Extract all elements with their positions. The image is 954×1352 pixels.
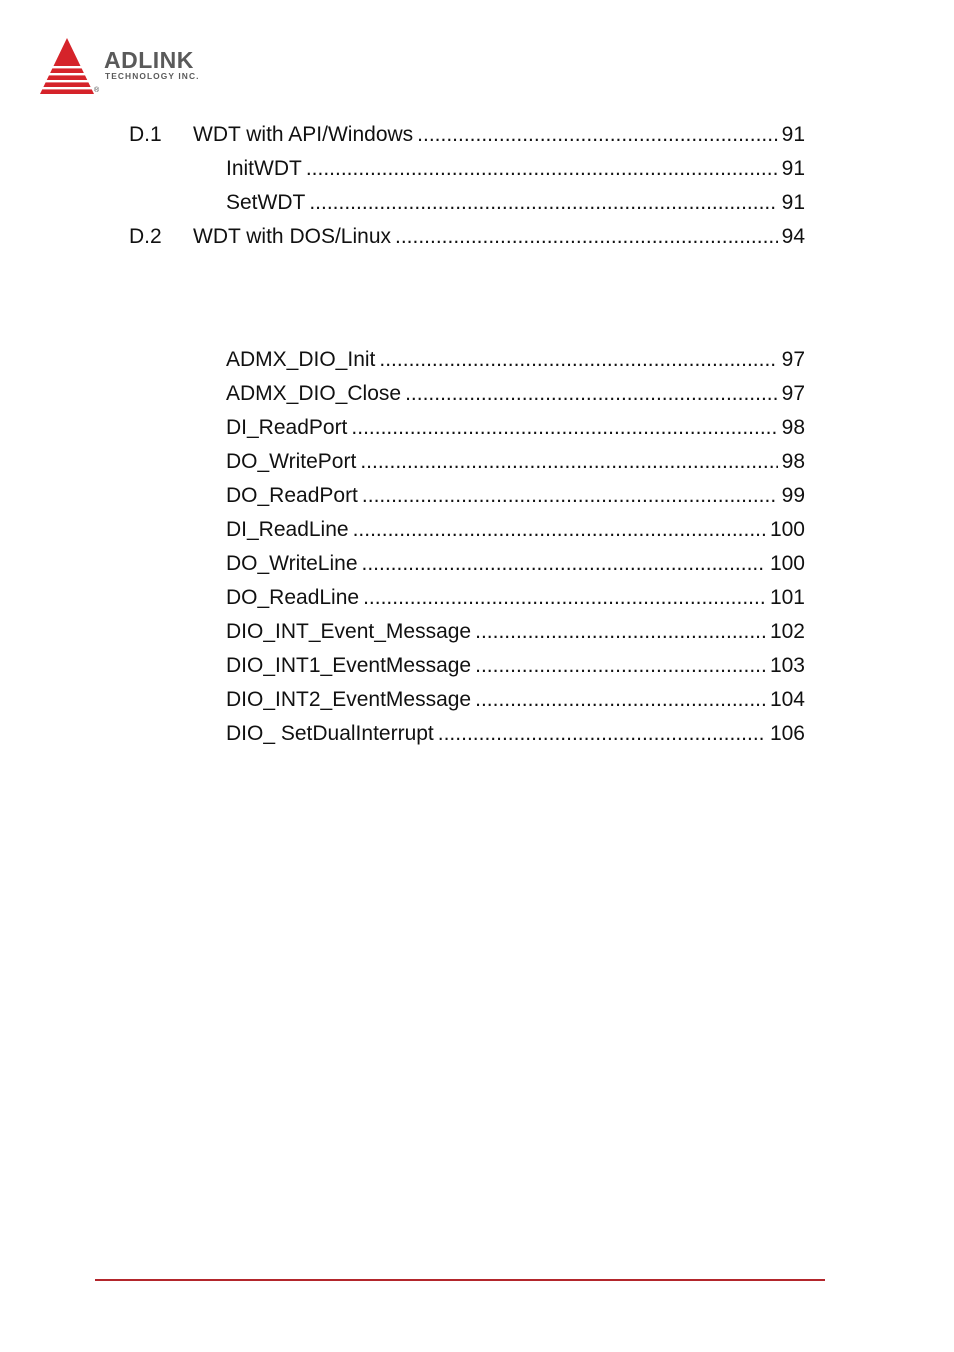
toc-entry-section[interactable]: [129, 224, 805, 250]
toc-leader-dots: [363, 585, 766, 611]
logo-subtitle: TECHNOLOGY INC.: [105, 71, 200, 81]
toc-entry-title: InitWDT: [226, 157, 302, 180]
toc-entry-title: DIO_INT_Event_Message: [226, 620, 472, 643]
toc-entry-page: 98: [781, 450, 805, 473]
toc-entry[interactable]: [226, 190, 805, 216]
toc-leader-dots: [417, 122, 777, 148]
toc-entry-title: WDT with DOS/Linux: [193, 225, 391, 248]
toc-leader-dots: [475, 619, 766, 645]
toc-entry-page: 91: [781, 157, 805, 180]
adlink-logo: [38, 36, 238, 98]
toc-entry[interactable]: [226, 156, 805, 182]
toc-entry-page: 104: [769, 688, 805, 711]
toc-entry-title: SetWDT: [226, 191, 306, 214]
toc-entry-title: DIO_INT1_EventMessage: [226, 654, 472, 677]
toc-entry[interactable]: [226, 347, 805, 373]
toc-entry-page: 94: [781, 225, 805, 248]
toc-leader-dots: [395, 224, 778, 250]
toc-entry-page: 100: [769, 552, 805, 575]
toc-entry-page: 100: [769, 518, 805, 541]
toc-leader-dots: [353, 517, 766, 543]
toc-entry[interactable]: [226, 449, 805, 475]
toc-leader-dots: [362, 483, 778, 509]
toc-entry-page: 103: [769, 654, 805, 677]
toc-entry-title: DO_ReadPort: [226, 484, 358, 507]
toc-entry[interactable]: [226, 585, 805, 611]
toc-entry-page: 97: [781, 348, 805, 371]
toc-entry-title: DIO_INT2_EventMessage: [226, 688, 472, 711]
toc-leader-dots: [351, 415, 777, 441]
toc-leader-dots: [438, 721, 766, 747]
toc-entry-page: 98: [781, 416, 805, 439]
toc-leader-dots: [405, 381, 778, 407]
toc-entry[interactable]: [226, 687, 805, 713]
toc-entry[interactable]: [226, 415, 805, 441]
toc-entry-page: 102: [769, 620, 805, 643]
toc-entry-page: 97: [781, 382, 805, 405]
toc-entry-title: DO_WritePort: [226, 450, 357, 473]
toc-entry-title: WDT with API/Windows: [193, 123, 414, 146]
toc-entry[interactable]: [226, 619, 805, 645]
toc-entry-title: ADMX_DIO_Init: [226, 348, 376, 371]
footer-rule: [95, 1279, 825, 1281]
toc-entry-page: 101: [769, 586, 805, 609]
toc-entry-page: 99: [781, 484, 805, 507]
toc-entry[interactable]: [226, 721, 805, 747]
toc-entry-number: D.2: [129, 225, 162, 248]
toc-entry-number: D.1: [129, 123, 162, 146]
toc-entry-page: 106: [769, 722, 805, 745]
toc-entry-title: DO_WriteLine: [226, 552, 358, 575]
toc-entry[interactable]: [226, 551, 805, 577]
toc-entry-title: DO_ReadLine: [226, 586, 360, 609]
toc-entry[interactable]: [226, 381, 805, 407]
toc-entry-title: DI_ReadLine: [226, 518, 349, 541]
toc-leader-dots: [362, 551, 766, 577]
toc-leader-dots: [360, 449, 777, 475]
toc-entry[interactable]: [226, 653, 805, 679]
toc-leader-dots: [306, 156, 778, 182]
toc-entry-title: ADMX_DIO_Close: [226, 382, 402, 405]
toc-entry-page: 91: [781, 191, 805, 214]
toc-leader-dots: [475, 687, 766, 713]
toc-leader-dots: [475, 653, 766, 679]
toc-entry[interactable]: [226, 517, 805, 543]
toc-leader-dots: [309, 190, 777, 216]
toc-leader-dots: [379, 347, 777, 373]
toc-entry-section[interactable]: [129, 122, 805, 148]
toc-entry-title: DIO_ SetDualInterrupt: [226, 722, 434, 745]
toc-entry-title: DI_ReadPort: [226, 416, 348, 439]
logo-wordmark: ADLINK: [104, 47, 194, 73]
logo-registered-mark: ®: [94, 87, 100, 94]
toc-entry[interactable]: [226, 483, 805, 509]
toc-entry-page: 91: [781, 123, 805, 146]
